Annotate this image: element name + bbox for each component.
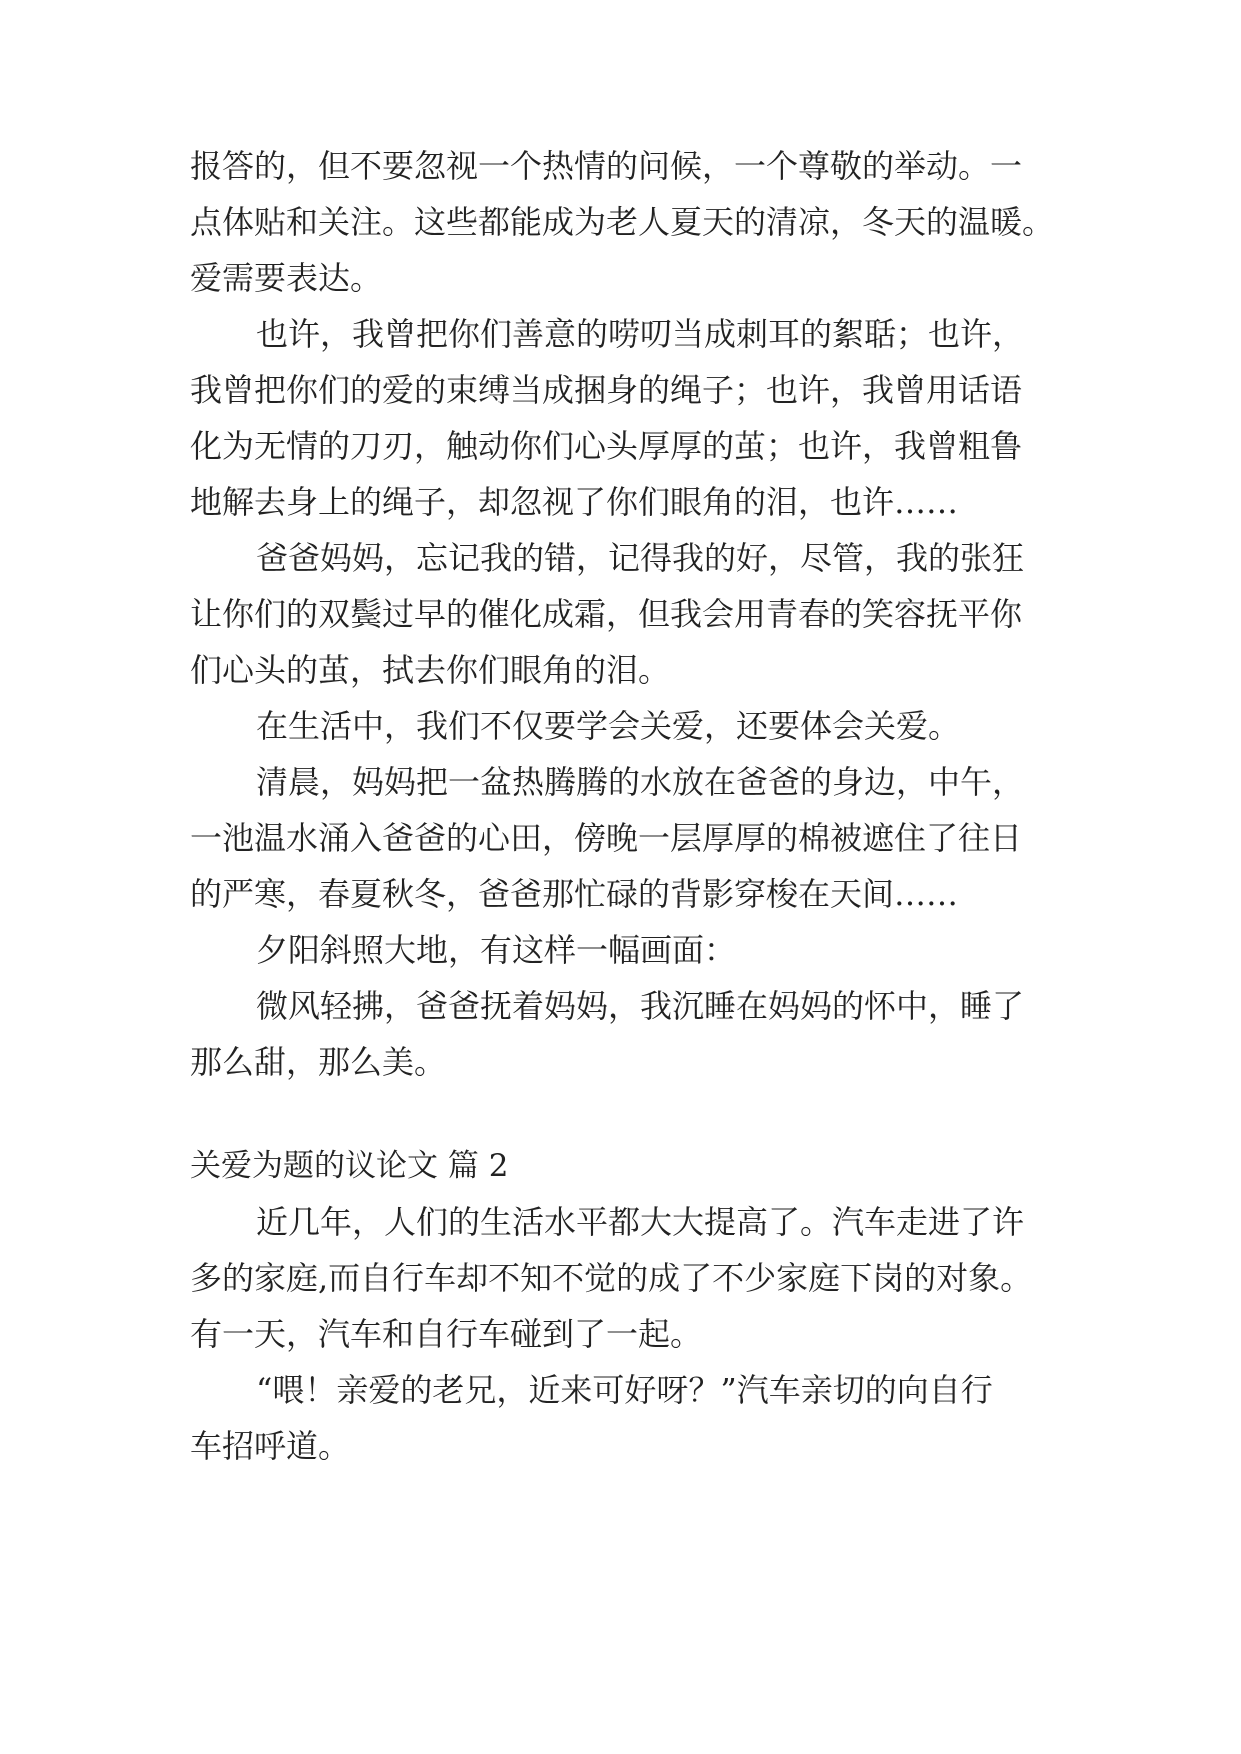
paragraph-line: 化为无情的刀刃，触动你们心头厚厚的茧；也许，我曾粗鲁 (190, 427, 1023, 465)
paragraph-line: 们心头的茧，拭去你们眼角的泪。 (190, 651, 671, 689)
paragraph-line: 的严寒，春夏秋冬，爸爸那忙碌的背影穿梭在天间…… (190, 875, 959, 913)
paragraph-line: 爸爸妈妈，忘记我的错，记得我的好，尽管，我的张狂 (256, 539, 1025, 577)
paragraph-line: 车招呼道。 (190, 1427, 351, 1465)
paragraph-line: 一池温水涌入爸爸的心田，傍晚一层厚厚的棉被遮住了往日 (190, 819, 1023, 857)
paragraph-line: 有一天，汽车和自行车碰到了一起。 (190, 1315, 703, 1353)
paragraph-line: 报答的，但不要忽视一个热情的问候，一个尊敬的举动。一 (190, 147, 1023, 185)
paragraph-line: 近几年，人们的生活水平都大大提高了。汽车走进了许 (256, 1203, 1025, 1241)
paragraph-line: 爱需要表达。 (190, 259, 383, 297)
paragraph-line: 清晨，妈妈把一盆热腾腾的水放在爸爸的身边，中午， (256, 763, 1025, 801)
paragraph-line: 点体贴和关注。这些都能成为老人夏天的清凉，冬天的温暖。 (190, 203, 1055, 241)
paragraph-line: 地解去身上的绳子，却忽视了你们眼角的泪，也许…… (190, 483, 959, 521)
paragraph-line: 微风轻拂，爸爸抚着妈妈，我沉睡在妈妈的怀中，睡了 (256, 987, 1025, 1025)
paragraph-line: 也许，我曾把你们善意的唠叨当成刺耳的絮聒；也许， (256, 315, 1025, 353)
paragraph-line: 在生活中，我们不仅要学会关爱，还要体会关爱。 (256, 707, 961, 745)
paragraph-line: 我曾把你们的爱的束缚当成捆身的绳子；也许，我曾用话语 (190, 371, 1023, 409)
section-heading: 关爱为题的议论文 篇 2 (190, 1148, 509, 1184)
paragraph-line: 让你们的双鬓过早的催化成霜，但我会用青春的笑容抚平你 (190, 595, 1023, 633)
paragraph-line: 多的家庭,而自行车却不知不觉的成了不少家庭下岗的对象。 (190, 1259, 1033, 1297)
paragraph-line: “喂！亲爱的老兄，近来可好呀？”汽车亲切的向自行 (256, 1371, 993, 1409)
paragraph-line: 夕阳斜照大地，有这样一幅画面： (256, 931, 737, 969)
paragraph-line: 那么甜，那么美。 (190, 1043, 447, 1081)
